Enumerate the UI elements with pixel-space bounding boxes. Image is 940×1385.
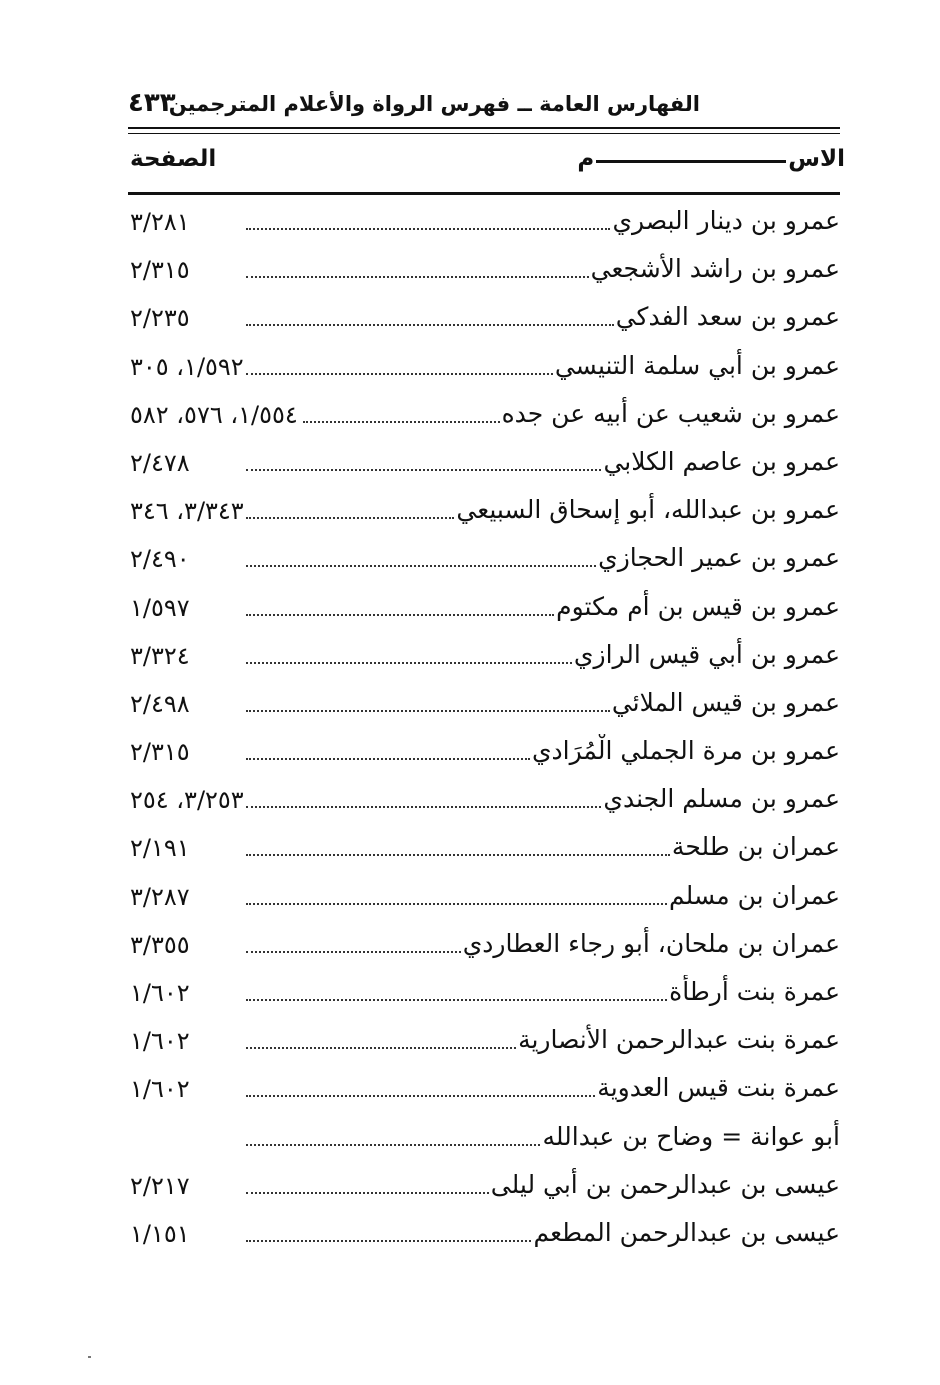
index-entry: [128, 632, 840, 680]
header-rule-secondary: [128, 133, 840, 134]
entry-name: عمران بن ملحان، أبو رجاء العطاردي: [462, 928, 840, 958]
entry-pages: ٣/٣٥٥: [130, 930, 190, 959]
index-entry: [128, 824, 840, 872]
index-entry: [128, 584, 840, 632]
entry-name-line: [246, 204, 840, 238]
entry-name-line: [246, 493, 840, 527]
scan-speck: [88, 1356, 91, 1358]
entry-name: عمران بن طلحة: [671, 832, 840, 862]
entry-name-line: [246, 1023, 840, 1057]
entry-name-line: [246, 734, 840, 768]
entry-name: عمرو بن عاصم الكلابي: [603, 446, 840, 476]
entry-pages: ١/١٥١: [130, 1219, 190, 1248]
entry-pages: ١/٥٩٧: [130, 593, 190, 622]
leader-dots: [246, 854, 670, 856]
entry-name-line: [246, 638, 840, 672]
kashida-stretch: [596, 160, 786, 163]
entry-pages: ٢/٣١٥: [130, 256, 190, 285]
entry-name: عمرو بن دينار البصري: [612, 206, 840, 235]
leader-dots: [246, 324, 614, 326]
entry-pages: ٣/٢٨٧: [130, 882, 190, 911]
leader-dots: [246, 1144, 540, 1146]
entry-name-line: [246, 782, 840, 816]
entry-pages: ٣/٣٤٣، ٣٤٦: [130, 497, 244, 526]
entry-pages: ٣/٢٥٣، ٢٥٤: [130, 786, 244, 815]
leader-dots: [246, 951, 461, 953]
entry-pages: ٢/٤٧٨: [130, 448, 190, 477]
entry-name: عمرة بنت أرطأة: [669, 977, 840, 1006]
index-entry: [128, 1162, 840, 1210]
entry-pages: ٢/٢١٧: [130, 1171, 190, 1200]
entry-name: عمرة بنت قيس العدوية: [597, 1073, 840, 1103]
leader-dots: [246, 614, 554, 616]
index-entry: [128, 391, 840, 439]
entry-pages: ٢/٢٣٥: [130, 304, 190, 333]
entry-name: عمرو بن قيس بن أم مكتوم: [556, 591, 840, 621]
entry-name: عمرو بن أبي سلمة التنيسي: [554, 350, 840, 380]
entry-name: عمرة بنت عبدالرحمن الأنصارية: [518, 1025, 840, 1055]
entry-name: عمرو بن شعيب عن أبيه عن جده: [501, 398, 840, 428]
entry-name: أبو عوانة = وضاح بن عبدالله: [542, 1121, 840, 1151]
leader-dots: [246, 903, 667, 905]
entry-name-line: [246, 927, 840, 961]
entry-name: عمرو بن عمير الحجازي: [598, 543, 840, 573]
leader-dots: [246, 276, 589, 278]
index-entry: [128, 487, 840, 535]
entry-pages: ١/٦٠٢: [130, 1075, 190, 1104]
leader-dots: [246, 517, 454, 519]
entry-pages: ٣/٣٢٤: [130, 641, 190, 670]
entry-name-line: [246, 445, 840, 479]
running-header: [128, 88, 840, 124]
index-entry: [128, 776, 840, 824]
entry-pages: ٢/١٩١: [130, 834, 190, 863]
entry-pages: ٢/٤٩٨: [130, 689, 190, 718]
index-entry: [128, 873, 840, 921]
entry-name: عمرو بن مسلم الجندي: [603, 784, 840, 814]
index-entry: [128, 1065, 840, 1113]
entry-name: عمرو بن سعد الفدكي: [615, 302, 840, 332]
entry-name-line: [246, 349, 840, 383]
entry-pages: ١/٦٠٢: [130, 1027, 190, 1056]
leader-dots: [246, 758, 530, 760]
entry-name-line: [246, 686, 840, 720]
entry-name-line: [246, 1168, 840, 1202]
index-entry: [128, 1017, 840, 1065]
index-entry: [128, 1114, 840, 1162]
index-entry: [128, 198, 840, 246]
header-rule: [128, 127, 840, 129]
index-entry: [128, 294, 840, 342]
page-number: ٤٣٣: [128, 88, 176, 118]
index-entry: [128, 728, 840, 776]
column-header-page: الصفحة: [130, 146, 217, 172]
index-entry: [128, 535, 840, 583]
entry-name-line: [303, 397, 840, 431]
entry-pages: ١/٦٠٢: [130, 979, 190, 1007]
header-title: الفهارس العامة ــ فهرس الرواة والأعلام المترجمين: [168, 92, 700, 116]
entry-pages: ٣/٢٨١: [130, 208, 190, 236]
index-entry: [128, 969, 840, 1017]
leader-dots: [246, 1047, 516, 1049]
entry-name-line: [246, 252, 840, 286]
leader-dots: [303, 421, 500, 423]
entry-name-line: [246, 879, 840, 913]
leader-dots: [246, 373, 553, 375]
leader-dots: [246, 469, 601, 471]
entry-pages: ٢/٣١٥: [130, 738, 190, 767]
entry-name-line: [246, 590, 840, 624]
leader-dots: [246, 1095, 595, 1097]
entry-name-line: [246, 1120, 840, 1154]
column-header-name-start: الا: [819, 146, 845, 172]
entry-name: عمرو بن عبدالله، أبو إسحاق السبيعي: [456, 495, 840, 525]
leader-dots: [246, 1192, 489, 1194]
entry-name-line: [246, 830, 840, 864]
entry-name: عمرو بن أبي قيس الرازي: [573, 639, 840, 669]
entry-name: عمران بن مسلم: [669, 880, 840, 910]
entry-name-line: [246, 1071, 840, 1105]
leader-dots: [246, 228, 610, 230]
entry-pages: ١/٥٩٢، ٣٠٥: [130, 352, 244, 381]
entry-pages: ٢/٤٩٠: [130, 545, 190, 574]
leader-dots: [246, 1240, 531, 1242]
index-entries: [128, 198, 840, 1258]
column-header-rule: [128, 192, 840, 195]
leader-dots: [246, 710, 610, 712]
index-entry: [128, 439, 840, 487]
leader-dots: [246, 999, 667, 1001]
entry-name-line: [246, 1216, 840, 1250]
entry-name: عمرو بن مرة الجملي الْمُرَادي: [531, 736, 840, 766]
index-entry: [128, 680, 840, 728]
entry-name-line: [246, 541, 840, 575]
leader-dots: [246, 662, 572, 664]
index-entry: [128, 246, 840, 294]
entry-name: عيسى بن عبدالرحمن المطعم: [533, 1217, 840, 1247]
leader-dots: [246, 806, 601, 808]
entry-name: عمرو بن قيس الملائي: [611, 687, 840, 717]
index-entry: [128, 343, 840, 391]
entry-name: عيسى بن عبدالرحمن بن أبي ليلى: [490, 1169, 840, 1199]
column-header-name-mid: س: [788, 146, 820, 172]
index-entry: [128, 921, 840, 969]
index-entry: [128, 1210, 840, 1258]
leader-dots: [246, 565, 596, 567]
column-header-name: [577, 146, 845, 172]
column-header-name-end: م: [577, 146, 595, 172]
entry-name-line: [246, 975, 840, 1009]
entry-name-line: [246, 300, 840, 334]
entry-pages: ١/٥٥٤، ٥٧٦، ٥٨٢: [130, 400, 298, 429]
entry-name: عمرو بن راشد الأشجعي: [590, 254, 840, 284]
